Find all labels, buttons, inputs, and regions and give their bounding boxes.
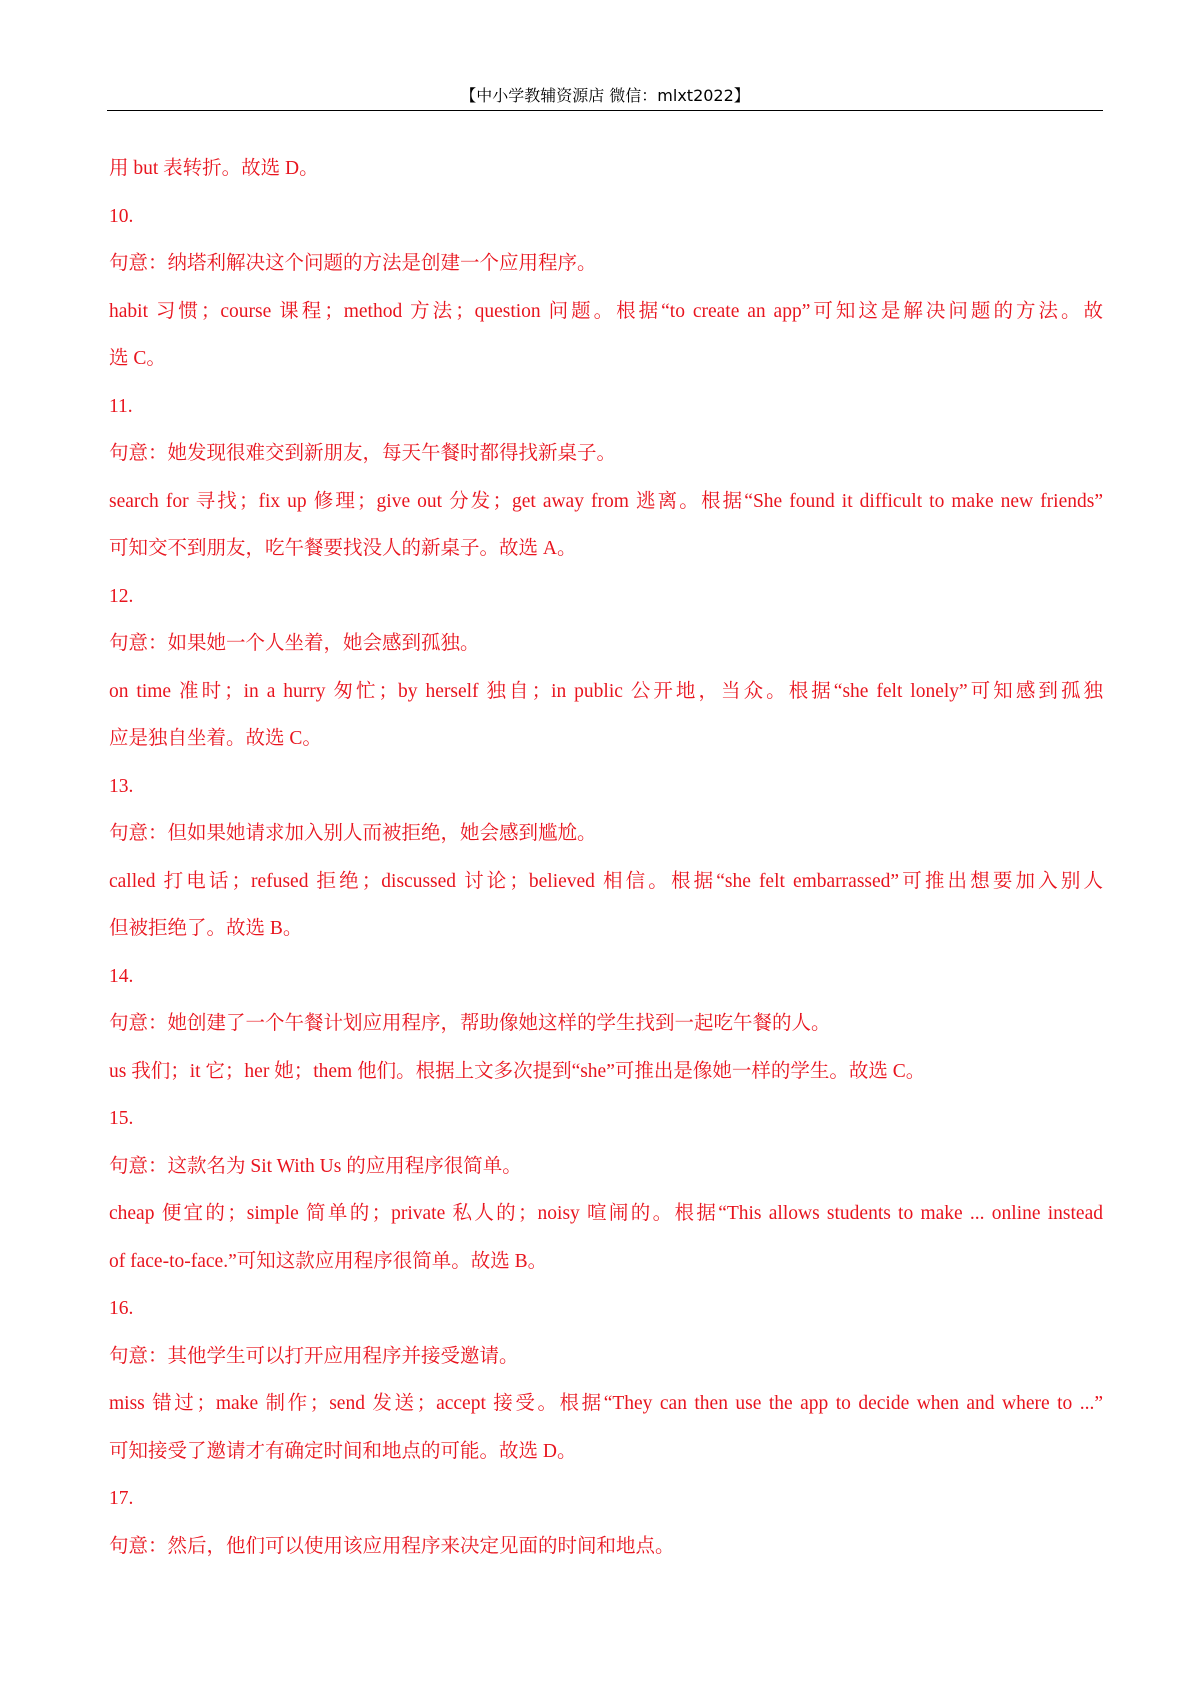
explanation-line: search for 寻找；fix up 修理；give out 分发；get away from 逃离。根据“She found it difficult to make new friends” [109,490,1103,512]
explanation-line: us 我们；it 它；her 她；them 他们。根据上文多次提到“she”可推出是像她一样的学生。故选 C。 [109,1060,926,1082]
sentence-meaning: 句意：她发现很难交到新朋友，每天午餐时都得找新桌子。 [109,443,617,464]
question-number: 14. [109,965,134,987]
explanation-line: 应是独自坐着。故选 C。 [109,728,322,749]
sentence-meaning: 句意：她创建了一个午餐计划应用程序，帮助像她这样的学生找到一起吃午餐的人。 [109,1013,831,1034]
question-number: 12. [109,585,134,607]
explanation-line: on time 准时；in a hurry 匆忙；by herself 独自；in public 公开地，当众。根据“she felt lonely”可知感到孤独 [109,680,1103,702]
question-number: 17. [109,1488,134,1509]
sentence-meaning: 句意：其他学生可以打开应用程序并接受邀请。 [109,1345,519,1367]
sentence-meaning: 句意：纳塔利解决这个问题的方法是创建一个应用程序。 [109,253,597,274]
question-number: 16. [109,1298,134,1319]
sentence-meaning: 句意：然后，他们可以使用该应用程序来决定见面的时间和地点。 [109,1535,675,1557]
sentence-meaning: 句意：但如果她请求加入别人而被拒绝，她会感到尴尬。 [109,823,597,844]
explanation-line: 可知交不到朋友，吃午餐要找没人的新桌子。故选 A。 [109,538,577,559]
explanation-line: 但被拒绝了。故选 B。 [109,918,303,939]
question-number: 15. [109,1108,134,1129]
sentence-meaning: 句意：如果她一个人坐着，她会感到孤独。 [109,633,480,654]
explanation-line: cheap 便宜的；simple 简单的；private 私人的；noisy 喧闹的。根据“This allows students to make ... online instead [109,1203,1103,1224]
explanation-line: 选 C。 [109,348,166,369]
page-header: 【中小学教辅资源店 微信：mlxt2022】 [460,86,750,105]
explanation-line: 可知接受了邀请才有确定时间和地点的可能。故选 D。 [109,1440,577,1462]
explanation-line: of face-to-face.”可知这款应用程序很简单。故选 B。 [109,1250,548,1272]
question-number: 11. [109,395,133,417]
answer-explanations [109,145,1103,1570]
explanation-line: habit 习惯；course 课程；method 方法；question 问题。根据“to create an app”可知这是解决问题的方法。故 [109,300,1103,322]
question-number: 13. [109,775,134,797]
explanation-line: called 打电话；refused 拒绝；discussed 讨论；believed 相信。根据“she felt embarrassed”可推出想要加入别人 [109,870,1103,892]
explanation-line: miss 错过；make 制作；send 发送；accept 接受。根据“They can then use the app to decide when and where to ...” [109,1393,1103,1414]
sentence-meaning: 句意：这款名为 Sit With Us 的应用程序很简单。 [109,1155,522,1177]
question-number: 10. [109,205,134,227]
explanation-line: 用 but 表转折。故选 D。 [109,158,319,179]
header-rule [107,110,1103,111]
